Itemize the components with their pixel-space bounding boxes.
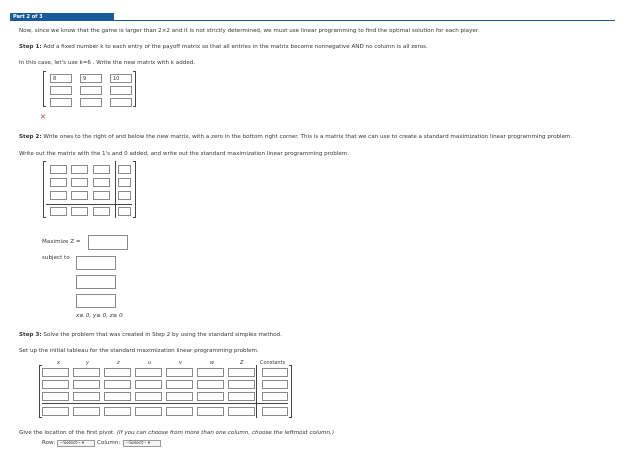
matrix2-cell-r2c4[interactable]: [118, 178, 131, 187]
step3-instructions: [19, 332, 282, 338]
tableau-cell-r2c2[interactable]: [73, 380, 100, 389]
part-label: Part 2 of 3: [10, 13, 114, 21]
tableau-header-Z: Z: [240, 360, 244, 366]
intro-text: Now, since we know that the game is larger than 2×2 and it is not strictly determined, we must use linear programming to find the optimal solution for each player.: [19, 28, 480, 34]
tableau-cell-r2c3[interactable]: [104, 380, 131, 389]
tableau-header-constants: Constants: [260, 360, 286, 366]
step2-text: Write ones to the right of and below the new matrix, with a zero in the bottom right corner. This is a matrix that we can use to create a standard maximization linear programming problem.: [41, 134, 573, 140]
tableau-right-bracket: [289, 365, 292, 418]
row-select[interactable]: [57, 440, 95, 447]
matrix1-cell-r2c3[interactable]: [110, 86, 132, 95]
matrix1-cell-r1c1[interactable]: 8: [50, 74, 72, 83]
x-mark-icon: ✕: [40, 113, 46, 121]
tableau-cell-r3c7[interactable]: [228, 392, 255, 401]
matrix-right-bracket: [133, 71, 136, 107]
tableau-cell-r4c3[interactable]: [104, 407, 131, 416]
step3-text: Solve the problem that was created in Step 2 by using the standard simplex method.: [41, 332, 282, 338]
tableau-cell-r4c4[interactable]: [135, 407, 162, 416]
tableau-header-y: y: [86, 360, 89, 366]
step2-sub-text: Write out the matrix with the 1's and 0 added, and write out the standard maximization linear programming problem.: [19, 151, 350, 157]
tableau-cell-r3c4[interactable]: [135, 392, 162, 401]
tableau-cell-r1c5[interactable]: [166, 368, 193, 377]
matrix2-cell-r4c2[interactable]: [71, 207, 88, 216]
matrix2-cell-r3c4[interactable]: [118, 191, 131, 200]
tableau-cell-r2c6[interactable]: [197, 380, 224, 389]
constraint-input-3[interactable]: [76, 294, 116, 308]
maximize-label: Maximize Z =: [42, 239, 81, 245]
tableau-cell-r3c3[interactable]: [104, 392, 131, 401]
matrix2-cell-r1c4[interactable]: [118, 165, 131, 174]
part-divider: [10, 20, 615, 21]
tableau-cell-r4c2[interactable]: [73, 407, 100, 416]
tableau-cell-r3c8[interactable]: [262, 392, 288, 401]
pivot-hint: (If you can choose from more than one column, choose the leftmost column.): [116, 430, 335, 436]
tableau-cell-r1c7[interactable]: [228, 368, 255, 377]
step3-sub-text: Set up the initial tableau for the standard maximization linear programming problem.: [19, 348, 259, 354]
matrix2-cell-r3c1[interactable]: [50, 191, 67, 200]
tableau-cell-r2c5[interactable]: [166, 380, 193, 389]
matrix2-cell-r3c3[interactable]: [93, 191, 110, 200]
matrix2-cell-r4c3[interactable]: [93, 207, 110, 216]
row-select-value: --Select--: [60, 441, 82, 446]
matrix1-cell-r1c2[interactable]: 9: [80, 74, 102, 83]
tableau-cell-r2c1[interactable]: [42, 380, 69, 389]
tableau-cell-r1c6[interactable]: [197, 368, 224, 377]
matrix2-vertical-divider: [115, 161, 116, 218]
matrix2-cell-r2c2[interactable]: [71, 178, 88, 187]
step1-instructions: [19, 44, 428, 50]
tableau-cell-r1c2[interactable]: [73, 368, 100, 377]
matrix2-horizontal-divider: [46, 204, 132, 205]
matrix1-cell-r3c2[interactable]: [80, 98, 102, 107]
row-label: Row:: [42, 440, 56, 446]
column-label: Column:: [97, 440, 121, 446]
chevron-down-icon: ▾: [147, 441, 151, 446]
tableau-horizontal-divider: [42, 403, 288, 404]
tableau-cell-r4c5[interactable]: [166, 407, 193, 416]
matrix1-cell-r1c3[interactable]: 10: [110, 74, 132, 83]
matrix1-cell-r3c3[interactable]: [110, 98, 132, 107]
matrix2-right-bracket: [133, 161, 136, 218]
matrix1-cell-r2c2[interactable]: [80, 86, 102, 95]
matrix2-cell-r4c1[interactable]: [50, 207, 67, 216]
column-select[interactable]: [123, 440, 161, 447]
step2-instructions: [19, 134, 572, 140]
tableau-header-w: w: [210, 360, 215, 366]
subject-to-label: subject to: [42, 255, 70, 261]
pivot-text: Give the location of the first pivot.: [19, 430, 117, 436]
nonnegativity-constraints: x≥ 0, y≥ 0, z≥ 0: [76, 313, 123, 319]
tableau-cell-r1c4[interactable]: [135, 368, 162, 377]
tableau-header-x: x: [57, 360, 60, 366]
step1-label: Step 1:: [19, 44, 42, 50]
constraint-input-2[interactable]: [76, 275, 116, 289]
pivot-instructions: [19, 430, 334, 436]
matrix2-cell-r3c2[interactable]: [71, 191, 88, 200]
step2-label: Step 2:: [19, 134, 42, 140]
matrix2-cell-r2c1[interactable]: [50, 178, 67, 187]
tableau-cell-r2c7[interactable]: [228, 380, 255, 389]
tableau-cell-r1c3[interactable]: [104, 368, 131, 377]
matrix2-cell-r1c3[interactable]: [93, 165, 110, 174]
tableau-cell-r3c2[interactable]: [73, 392, 100, 401]
chevron-down-icon: ▾: [81, 441, 85, 446]
matrix2-left-bracket: [43, 161, 46, 218]
matrix-left-bracket: [43, 71, 46, 107]
tableau-cell-r1c1[interactable]: [42, 368, 69, 377]
tableau-cell-r3c6[interactable]: [197, 392, 224, 401]
tableau-cell-r4c6[interactable]: [197, 407, 224, 416]
step3-label: Step 3:: [19, 332, 42, 338]
step1-text: Add a fixed number k to each entry of the payoff matrix so that all entries in the matrix become nonnegative AND no column is all zeros.: [41, 44, 428, 50]
tableau-header-v: v: [179, 360, 182, 366]
step1-case-text: In this case, let's use k=6 . Write the new matrix with k added.: [19, 60, 196, 66]
tableau-cell-r2c8[interactable]: [262, 380, 288, 389]
tableau-header-u: u: [148, 360, 152, 366]
tableau-cell-r1c8[interactable]: [262, 368, 288, 377]
tableau-cell-r4c7[interactable]: [228, 407, 255, 416]
tableau-vertical-divider: [256, 365, 257, 418]
matrix1-cell-r2c1[interactable]: [50, 86, 72, 95]
tableau-cell-r3c1[interactable]: [42, 392, 69, 401]
constraint-input-1[interactable]: [76, 256, 116, 270]
matrix2-cell-r2c3[interactable]: [93, 178, 110, 187]
matrix1-cell-r3c1[interactable]: [50, 98, 72, 107]
matrix2-cell-r1c1[interactable]: [50, 165, 67, 174]
tableau-cell-r4c1[interactable]: [42, 407, 69, 416]
tableau-cell-r4c8[interactable]: [262, 407, 288, 416]
tableau-cell-r2c4[interactable]: [135, 380, 162, 389]
column-select-value: --Select--: [126, 441, 148, 446]
matrix2-cell-r4c4[interactable]: [118, 207, 131, 216]
tableau-cell-r3c5[interactable]: [166, 392, 193, 401]
matrix2-cell-r1c2[interactable]: [71, 165, 88, 174]
tableau-header-z: z: [117, 360, 120, 366]
objective-input[interactable]: [88, 235, 128, 250]
